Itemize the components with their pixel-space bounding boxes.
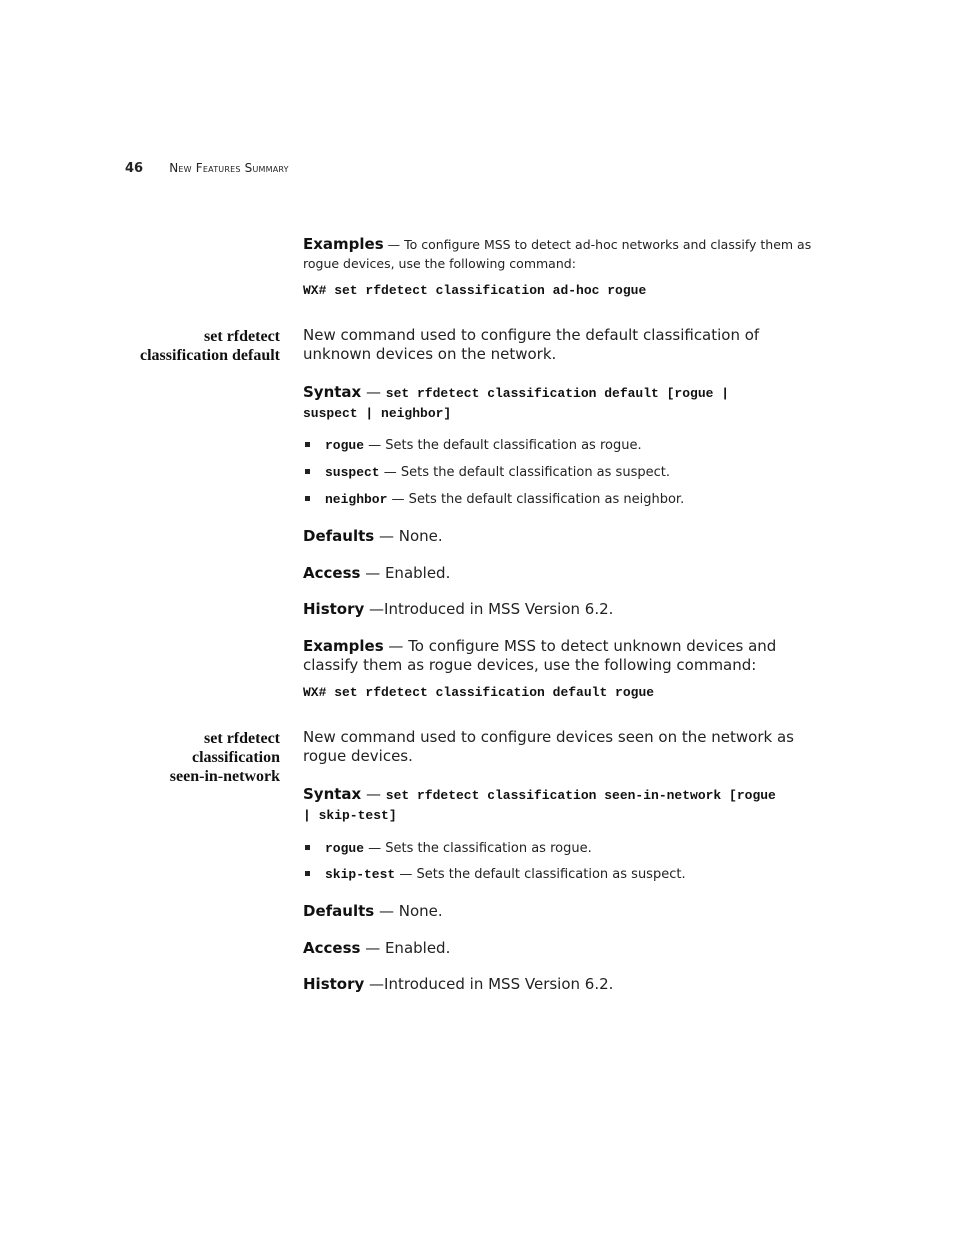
syntax-line: set rfdetect classification default [rogue | — [385, 386, 730, 401]
list-item: rogue — Sets the default classification as rogue. — [305, 437, 642, 455]
history: History —Introduced in MSS Version 6.2. — [303, 600, 614, 618]
syntax-line: set rfdetect classification seen-in-network [rogue — [385, 788, 776, 803]
examples-ad-hoc: Examples — To configure MSS to detect ad-hoc networks and classify them as rogue devices, use the following command: — [303, 235, 812, 271]
section-heading-classification-default: set rfdetect classification default — [140, 328, 280, 364]
syntax-line: suspect | neighbor] — [303, 406, 452, 421]
syntax-block: Syntax — set rfdetect classification seen-in-network [rogue | skip-test] — [303, 784, 813, 826]
access: Access — Enabled. — [303, 939, 451, 957]
syntax-label: Syntax — [303, 785, 362, 803]
bullet-icon — [305, 469, 310, 474]
defaults: Defaults — None. — [303, 527, 443, 545]
defaults: Defaults — None. — [303, 902, 443, 920]
list-item: skip-test — Sets the default classification as suspect. — [305, 866, 686, 884]
syntax-line: | skip-test] — [303, 808, 397, 823]
running-title: New Features Summary — [169, 161, 289, 175]
list-item: suspect — Sets the default classification as suspect. — [305, 464, 670, 482]
bullet-icon — [305, 845, 310, 850]
access: Access — Enabled. — [303, 564, 451, 582]
examples-text: To configure MSS to detect ad-hoc networks and classify them as rogue devices, use the following command: — [303, 237, 812, 271]
section-intro: New command used to configure the default classification of unknown devices on the network. — [303, 326, 760, 363]
bullet-icon — [305, 496, 310, 501]
list-item: neighbor — Sets the default classification as neighbor. — [305, 491, 684, 509]
code-example-ad-hoc: WX# set rfdetect classification ad-hoc rogue — [303, 283, 647, 298]
history: History —Introduced in MSS Version 6.2. — [303, 975, 614, 993]
syntax-label: Syntax — [303, 383, 362, 401]
page-number: 46 — [125, 161, 144, 176]
bullet-icon — [305, 871, 310, 876]
list-item: rogue — Sets the classification as rogue. — [305, 840, 592, 858]
bullet-icon — [305, 442, 310, 447]
syntax-block: Syntax — set rfdetect classification default [rogue | suspect | neighbor] — [303, 382, 813, 424]
section-heading-seen-in-network: set rfdetect classification seen-in-network — [169, 730, 280, 785]
page-header — [125, 161, 289, 176]
section-intro: New command used to configure devices seen on the network as rogue devices. — [303, 728, 794, 765]
examples: Examples — To configure MSS to detect unknown devices and classify them as rogue devices, use the following command: — [303, 637, 777, 674]
examples-label: Examples — [303, 235, 384, 253]
code-example-default: WX# set rfdetect classification default rogue — [303, 685, 655, 700]
